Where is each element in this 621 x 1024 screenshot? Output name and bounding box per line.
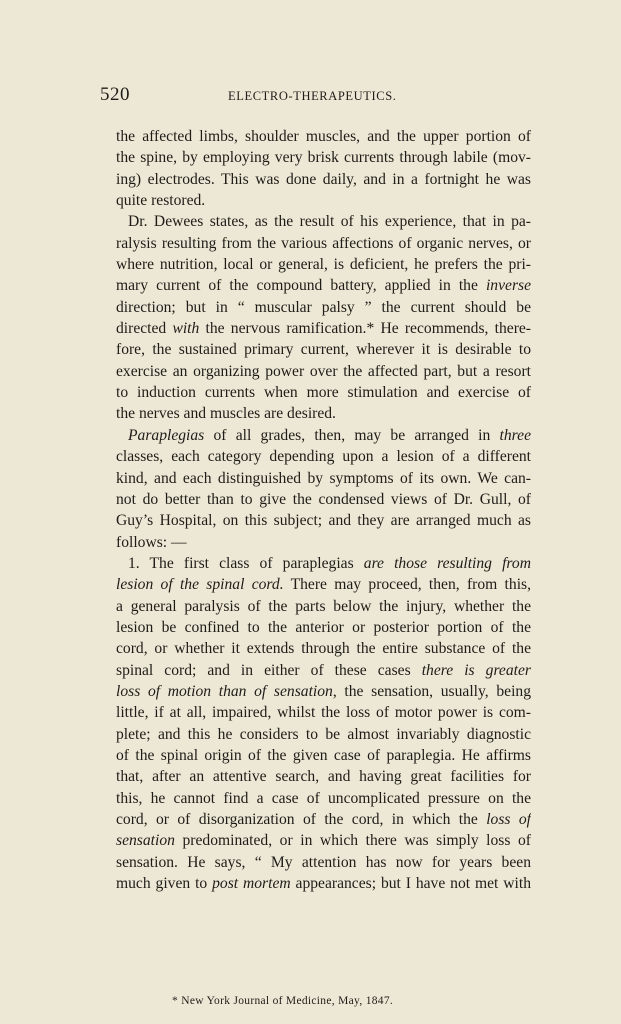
text-segment: of the spinal origin of the given case of paraplegia. He affirms <box>116 746 531 764</box>
text-segment: cord, or whether it extends through the entire substance of the <box>116 640 531 658</box>
text-segment: , the sensation, usually, being <box>332 682 531 700</box>
text-line <box>116 510 531 531</box>
text-segment: where nutrition, local or general, is deficient, he prefers the pri- <box>116 256 531 274</box>
text-segment: kind, and each distinguished by symptoms of its own. We can- <box>116 469 531 487</box>
text-line <box>116 297 531 318</box>
text-line <box>116 233 531 254</box>
footnote: * New York Journal of Medicine, May, 1847. <box>172 995 394 1007</box>
text-segment: this, he cannot find a case of uncomplicated pressure on the <box>116 789 531 807</box>
italic-text: three <box>499 426 531 444</box>
text-line <box>116 254 531 275</box>
text-line <box>116 425 531 446</box>
text-segment: the spine, by employing very brisk currents through labile (mov- <box>116 149 531 167</box>
text-segment: directed <box>116 320 173 338</box>
text-line <box>116 532 531 553</box>
text-line <box>116 830 531 851</box>
text-line <box>116 489 531 510</box>
text-segment: ralysis resulting from the various affections of organic nerves, or <box>116 234 531 252</box>
text-line <box>116 361 531 382</box>
text-segment: a general paralysis of the parts below the injury, whether the <box>116 597 531 615</box>
text-segment: cord, or of disorganization of the cord, in which the <box>116 811 487 828</box>
page-header <box>100 84 530 108</box>
text-segment: 1. The first class of paraplegias <box>128 554 364 572</box>
text-line <box>116 574 531 595</box>
text-line <box>116 403 531 424</box>
text-segment: Guy’s Hospital, on this subject; and they are arranged much as <box>116 512 531 530</box>
text-segment: the nerves and muscles are desired. <box>116 405 336 423</box>
text-line <box>116 339 531 360</box>
italic-text: Paraplegias <box>128 426 205 444</box>
text-line <box>116 596 531 617</box>
italic-text: loss of <box>486 811 531 828</box>
text-segment: spinal cord; and in either of these cases <box>116 661 422 679</box>
italic-text: there is greater <box>421 661 531 679</box>
text-segment: Dr. Dewees states, as the result of his experience, that in pa- <box>128 213 531 231</box>
text-segment: predominated, or in which there was simply loss of <box>174 832 531 850</box>
body-text <box>116 126 531 894</box>
text-segment: direction; but in “ muscular palsy ” the current should be <box>116 298 531 316</box>
text-segment: to induction currents when more stimulation and exercise of <box>116 384 531 402</box>
text-segment: that, after an attentive search, and having great facilities for <box>116 768 531 786</box>
text-line <box>116 190 531 211</box>
text-line <box>116 211 531 232</box>
text-segment: not do better than to give the condensed views of Dr. Gull, of <box>116 490 531 508</box>
text-line <box>116 169 531 190</box>
text-line <box>116 382 531 403</box>
text-line <box>116 809 531 830</box>
text-line <box>116 724 531 745</box>
italic-text: post mortem <box>212 875 291 893</box>
text-segment: exercise an organizing power over the affected part, but a resort <box>116 362 531 380</box>
text-line <box>116 617 531 638</box>
text-line <box>116 147 531 168</box>
text-segment: the affected limbs, shoulder muscles, and the upper portion of <box>116 128 531 145</box>
running-title: ELECTRO-THERAPEUTICS. <box>228 89 397 103</box>
text-segment: There may proceed, then, from this, <box>283 576 531 594</box>
text-line <box>116 660 531 681</box>
text-segment: plete; and this he considers to be almost invariably diagnostic <box>116 725 531 743</box>
italic-text: lesion of the spinal cord. <box>116 576 284 594</box>
text-segment: much given to <box>116 875 213 893</box>
text-segment: ing) electrodes. This was done daily, and in a fortnight he was <box>116 170 531 188</box>
text-line <box>116 468 531 489</box>
text-line <box>116 318 531 339</box>
text-segment: appearances; but I have not met with <box>290 875 531 893</box>
italic-text: with <box>172 320 200 338</box>
text-line <box>116 873 531 894</box>
text-line <box>116 446 531 467</box>
page-number: 520 <box>100 84 130 105</box>
italic-text: inverse <box>485 277 531 295</box>
text-line <box>116 745 531 766</box>
text-line <box>116 702 531 723</box>
italic-text: sensation <box>116 832 175 850</box>
text-segment: quite restored. <box>116 192 206 210</box>
text-segment: lesion be confined to the anterior or posterior portion of the <box>116 618 531 636</box>
text-segment: mary current of the compound battery, applied in the <box>116 277 486 295</box>
text-segment: classes, each category depending upon a lesion of a different <box>116 448 531 466</box>
text-line <box>116 275 531 296</box>
text-segment: of all grades, then, may be arranged in <box>204 426 500 444</box>
text-segment: follows: — <box>116 533 187 551</box>
text-line <box>116 788 531 809</box>
italic-text: loss of motion than of sensation <box>116 682 333 700</box>
text-segment: little, if at all, impaired, whilst the loss of motor power is com- <box>116 704 531 722</box>
text-segment: the nervous ramification.* He recommends, there- <box>199 320 531 338</box>
text-segment: fore, the sustained primary current, wherever it is desirable to <box>116 341 531 359</box>
text-line <box>116 126 531 147</box>
text-line <box>116 553 531 574</box>
text-line <box>116 766 531 787</box>
text-segment: sensation. He says, “ My attention has now for years been <box>116 853 531 871</box>
italic-text: are those resulting from <box>363 554 531 572</box>
text-line <box>116 852 531 873</box>
text-line <box>116 638 531 659</box>
text-line <box>116 681 531 702</box>
